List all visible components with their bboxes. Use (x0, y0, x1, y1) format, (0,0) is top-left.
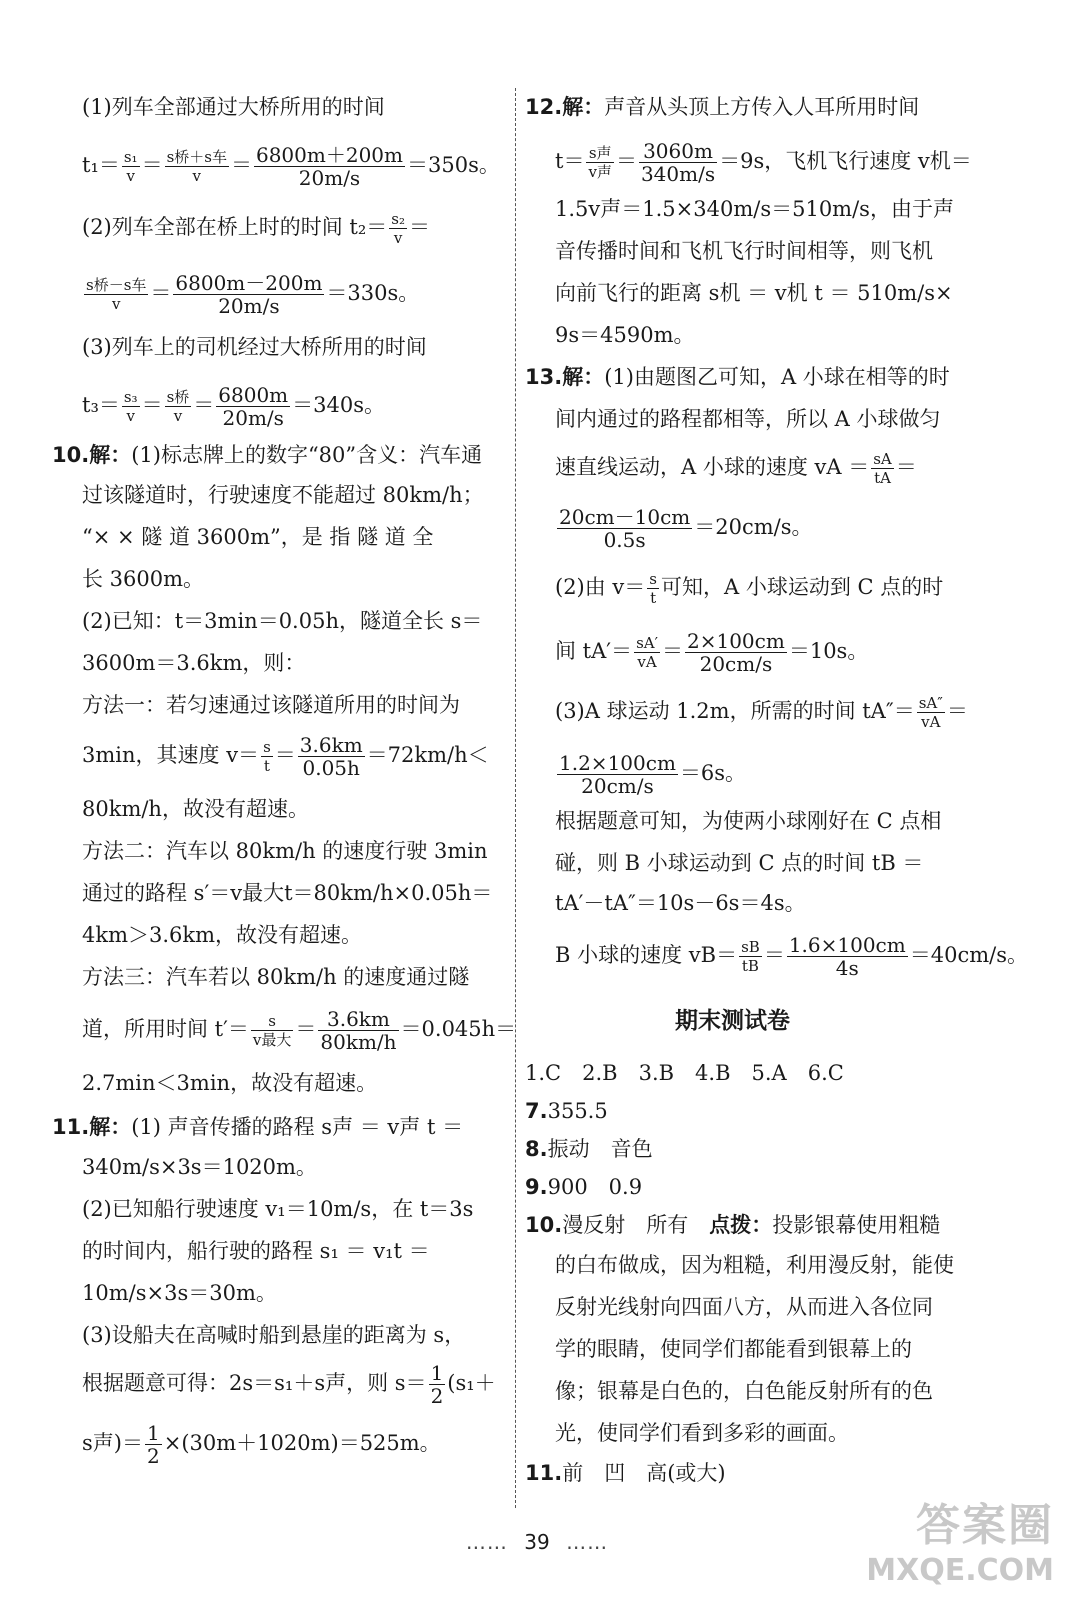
q12-line-6: 9s＝4590m。 (555, 323, 695, 347)
q13-line-10: 碰，则 B 小球运动到 C 点的时间 tB ＝ (555, 851, 924, 875)
q10-line-4: 长 3600m。 (82, 567, 205, 591)
q12-line-5: 向前飞行的距离 s机 ＝ v机 t ＝ 510m/s× (555, 281, 953, 305)
q13-line-12: B 小球的速度 vB＝ $\frac{sB}{tB}$ ＝ $\frac{1.6\times 100cm}{4s}$ ＝40cm/s。 (555, 933, 1028, 980)
answer-10-line-4: 学的眼睛，使同学们都能看到银幕上的 (555, 1337, 912, 1361)
q13-line-8: $\frac{1.2\times 100cm}{20cm/s}$ ＝6s。 (559, 751, 747, 798)
answer-11: 11.前 凹 高(或大) (525, 1461, 726, 1485)
q10-line-3: “× × 隧 道 3600m”，是 指 隧 道 全 (82, 525, 434, 549)
q10-line-6: 3600m＝3.6km，则： (82, 651, 306, 675)
watermark (866, 1489, 1054, 1588)
q9-1-equation: t₁＝ $\frac{\text{s₁}}{v}$ ＝ $\frac{\text{s桥＋s车}}{v}$ ＝ $\frac{6800m+200m}{20m/s}$ ＝350s。 (82, 143, 500, 190)
q13-line-2: 间内通过的路程都相等，所以 A 小球做匀 (555, 407, 941, 431)
q13-line-5: (2)由 v＝ $\frac{s}{t}$ 可知，A 小球运动到 C 点的时 (555, 570, 944, 607)
q12-line-4: 音传播时间和飞机飞行时间相等，则飞机 (555, 239, 933, 263)
q11-line-5: 10m/s×3s＝30m。 (82, 1281, 277, 1305)
q12-line-2: t＝ $\frac{\text{s声}}{\text{v声}}$ ＝ $\frac{3060m}{340m/s}$ ＝9s，飞机飞行速度 v机＝ (555, 139, 972, 186)
q10-line-15: 2.7min＜3min，故没有超速。 (82, 1071, 378, 1095)
q10-line-12: 4km＞3.6km，故没有超速。 (82, 923, 363, 947)
q9-1-label: (1)列车全部通过大桥所用的时间 (82, 95, 385, 119)
page-number: 39 (524, 1530, 550, 1554)
q11-line-4: 的时间内，船行驶的路程 s₁ ＝ v₁t ＝ (82, 1239, 430, 1263)
q9-2-equation: $\frac{\text{s桥－s车}}{v}$ ＝ $\frac{6800m-200m}{20m/s}$ ＝330s。 (86, 271, 420, 318)
watermark-url: MXQE.COM (866, 1553, 1054, 1588)
q13-line-11: tA′－tA″＝10s－6s＝4s。 (555, 891, 806, 915)
q10-line-10: 方法二：汽车以 80km/h 的速度行驶 3min (82, 839, 488, 863)
q13-line-7: (3)A 球运动 1.2m，所需的时间 tA″＝ $\frac{sA''}{vA}$ ＝ (555, 694, 968, 731)
q10-line-2: 过该隧道时，行驶速度不能超过 80km/h； (82, 483, 484, 507)
answer-10-line-6: 光，使同学们看到多彩的画面。 (555, 1421, 849, 1445)
q10-line-11: 通过的路程 s′＝v最大t＝80km/h×0.05h＝ (82, 881, 493, 905)
answer-8: 8.振动 音色 (525, 1137, 653, 1161)
q11-line-2: 340m/s×3s＝1020m。 (82, 1155, 317, 1179)
q9-3-equation: t₃＝ $\frac{\text{s₃}}{v}$ ＝ $\frac{\text{s桥}}{v}$ ＝ $\frac{6800m}{20m/s}$ ＝340s。 (82, 383, 386, 430)
q12-line-1: 12.解：声音从头顶上方传入人耳所用时间 (525, 95, 920, 119)
section-title: 期末测试卷 (675, 1008, 790, 1034)
q9-2-label: (2)列车全部在桥上时的时间 t₂＝ $\frac{\text{s₂}}{v}$ ＝ (82, 210, 430, 247)
column-divider (515, 88, 516, 1508)
answer-10-line-5: 像；银幕是白色的，白色能反射所有的色 (555, 1379, 933, 1403)
answer-10-line-1: 10.漫反射 所有 点拨：投影银幕使用粗糙 (525, 1213, 941, 1237)
watermark-logo: 答案圈 (916, 1500, 1054, 1551)
q10-line-8: 3min，其速度 v＝ $\frac{s}{t}$ ＝ $\frac{3.6km}{0.05h}$ ＝72km/h＜ (82, 733, 489, 780)
q11-line-1: 11.解：(1) 声音传播的路程 s声 ＝ v声 t ＝ (52, 1115, 464, 1139)
answer-7: 7.355.5 (525, 1099, 608, 1123)
q10-line-14: 道，所用时间 t′＝ $\frac{s}{\text{v最大}}$ ＝ $\frac{3.6km}{80km/h}$ ＝0.045h＝ (82, 1007, 517, 1054)
q11-line-3: (2)已知船行驶速度 v₁＝10m/s，在 t＝3s (82, 1197, 474, 1221)
q10-line-9: 80km/h，故没有超速。 (82, 797, 309, 821)
q11-line-8: s声)＝ $\frac{1}{2}$ ×(30m＋1020m)＝525m。 (82, 1421, 441, 1468)
q13-line-1: 13.解：(1)由题图乙可知，A 小球在相等的时 (525, 365, 950, 389)
q10-line-1: 10.解：(1)标志牌上的数字“80”含义：汽车通 (52, 443, 483, 467)
q10-line-5: (2)已知：t＝3min＝0.05h，隧道全长 s＝ (82, 609, 483, 633)
answer-10-line-3: 反射光线射向四面八方，从而进入各位同 (555, 1295, 933, 1319)
q12-line-3: 1.5v声＝1.5×340m/s＝510m/s，由于声 (555, 197, 954, 221)
q13-line-9: 根据题意可知，为使两小球刚好在 C 点相 (555, 809, 942, 833)
answer-9: 9.900 0.9 (525, 1175, 643, 1199)
q13-line-6: 间 tA′＝ $\frac{sA'}{vA}$ ＝ $\frac{2\times 100cm}{20cm/s}$ ＝10s。 (555, 629, 869, 676)
q13-line-3: 速直线运动，A 小球的速度 vA ＝ $\frac{sA}{tA}$ ＝ (555, 450, 917, 487)
answers-1-6: 1.C 2.B 3.B 4.B 5.A 6.C (525, 1061, 844, 1085)
q10-line-7: 方法一：若匀速通过该隧道所用的时间为 (82, 693, 460, 717)
q11-line-6: (3)设船夫在高喊时船到悬崖的距离为 s， (82, 1323, 466, 1347)
q10-line-13: 方法三：汽车若以 80km/h 的速度通过隧 (82, 965, 470, 989)
footer-dots-left: …… (465, 1530, 508, 1554)
q11-line-7: 根据题意可得：2s＝s₁＋s声，则 s＝ $\frac{1}{2}$ (s₁＋ (82, 1361, 496, 1408)
q9-3-label: (3)列车上的司机经过大桥所用的时间 (82, 335, 427, 359)
answer-10-line-2: 的白布做成，因为粗糙，利用漫反射，能使 (555, 1253, 954, 1277)
q13-line-4: $\frac{20cm-10cm}{0.5s}$ ＝20cm/s。 (559, 505, 813, 552)
footer-dots-right: …… (566, 1530, 609, 1554)
